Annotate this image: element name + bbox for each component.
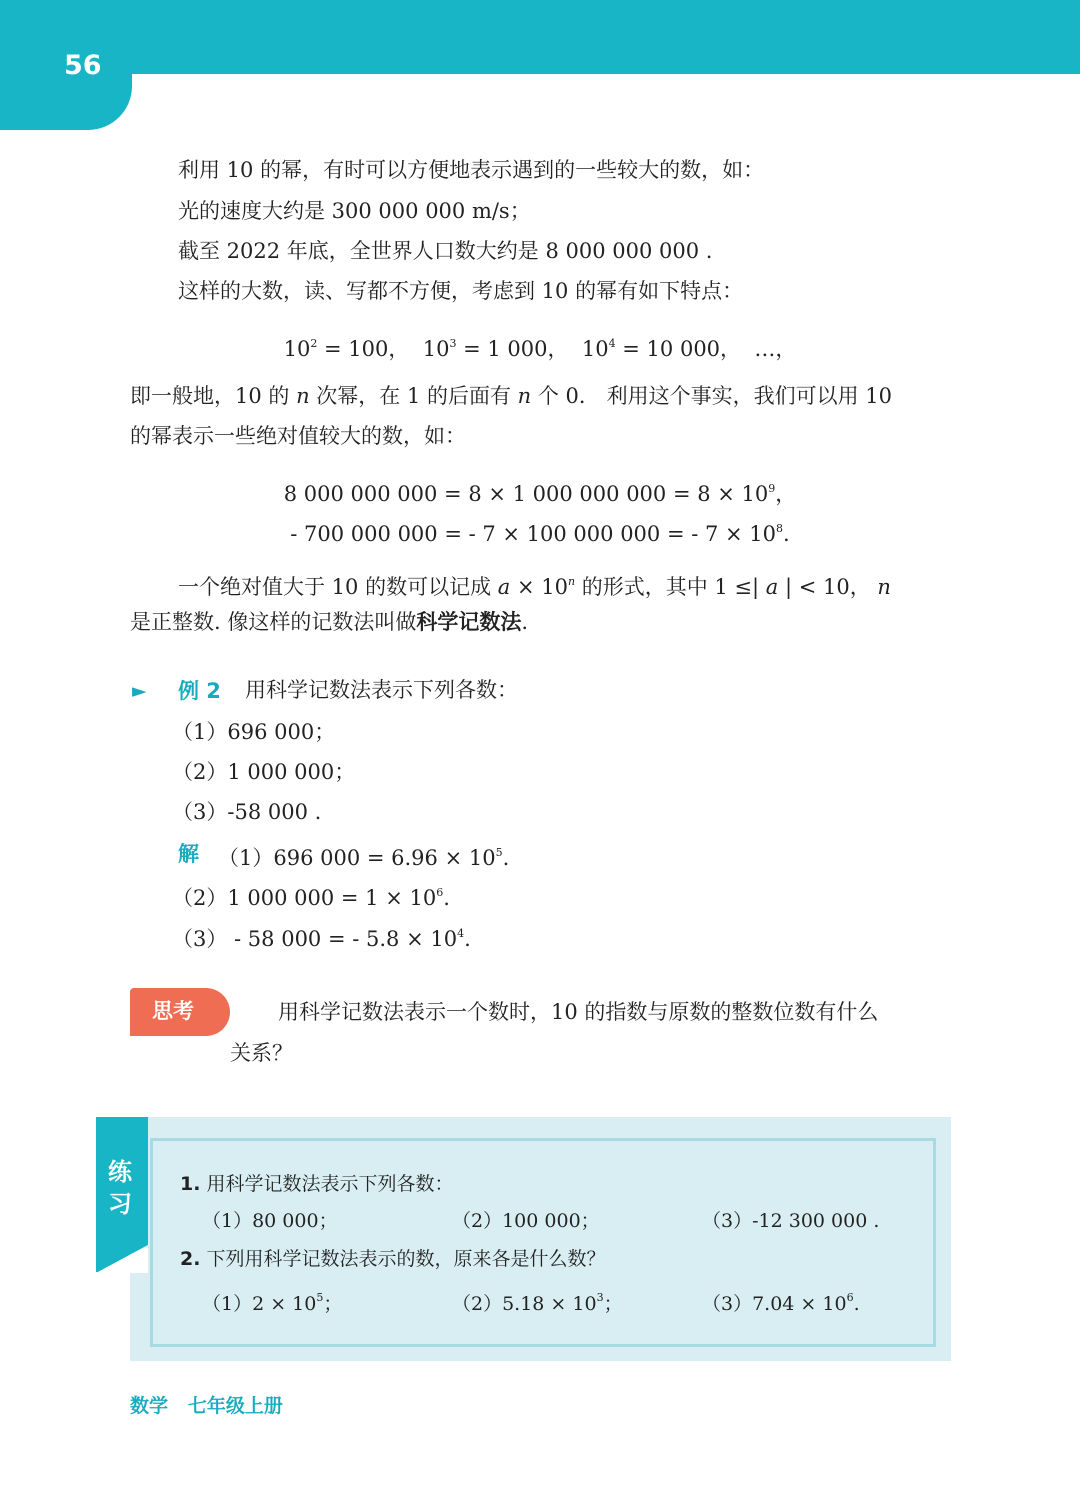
solution-1: （1）696 $000 = 6.96 \times 10^5$. — [218, 846, 510, 870]
solution-label: 解 — [178, 842, 199, 866]
exercise-q2-item-1: $(1)2 \times 10^5$； — [202, 1291, 343, 1315]
powers-of-ten-equation: $10^2 = 100$， $10^3 = 1$ 000， $10^4 = 10$ 000， …， — [283, 337, 797, 361]
general-statement-line-1: 即一般地，10 的 n 次幂，在 1 的后面有 n 个 0． 利用这个事实，我们可以用 10 — [130, 384, 892, 408]
intro-line-3: 截至 2022 年底，全世界人口数大约是 8 000 000 000 . — [178, 239, 713, 263]
think-question-line-2: 关系？ — [230, 1041, 293, 1065]
example-item-1: （1）696 000； — [172, 720, 336, 744]
example-arrow-icon: ► — [132, 680, 147, 702]
footer-book-title: 数学 七年级上册 — [130, 1395, 283, 1417]
exercise-question-1: 1. 用科学记数法表示下列各数： — [180, 1173, 454, 1195]
exercise-q1-item-2: （2）100 000； — [452, 1210, 600, 1232]
general-statement-line-2: 的幂表示一些绝对值较大的数，如： — [130, 424, 466, 448]
equation-8-billion: 8 000 000 000 = 8 × 1 000 000 $000 = 8 \times 10^9$， — [283, 482, 797, 506]
intro-line-2: 光的速度大约是 300 000 000 m/s； — [178, 199, 531, 223]
term-scientific-notation: 科学记数法 — [416, 610, 522, 634]
think-question-line-1: 用科学记数法表示一个数时，10 的指数与原数的整数位数有什么 — [278, 1000, 879, 1024]
intro-line-1: 利用 10 的幂，有时可以方便地表示遇到的一些较大的数，如： — [178, 158, 765, 182]
exercise-question-2: 2. 下列用科学记数法表示的数，原来各是什么数？ — [180, 1248, 606, 1270]
exercise-q2-item-2: $(2)5.18 \times 10^3$； — [452, 1291, 623, 1315]
page-number: 56 — [64, 50, 102, 81]
solution-3: （3） - 58 000 = - $5.8 \times 10^4$. — [172, 927, 471, 951]
equation-negative-700-million: - 700 000 000 = - 7 × 100 000 000 = - $7 \times 10^8$. — [290, 522, 790, 546]
exercise-q1-item-3: （3）-12 300 000 . — [702, 1210, 880, 1232]
intro-line-4: 这样的大数，读、写都不方便，考虑到 10 的幂有如下特点： — [178, 279, 744, 303]
exercise-q2-item-3: $(3)7.04 \times 10^6$. — [702, 1291, 860, 1315]
think-badge: 思考 — [130, 988, 230, 1036]
definition-line-2: 是正整数. 像这样的记数法叫做科学记数法. — [130, 610, 529, 634]
example-item-2: （2）1 000 000； — [172, 760, 356, 784]
example-label: 例 2 — [178, 679, 221, 703]
exercise-q1-item-1: （1）80 000； — [202, 1210, 338, 1232]
example-prompt: 用科学记数法表示下列各数： — [245, 678, 518, 702]
header-bar — [0, 0, 1080, 74]
exercise-flag-char-2: 习 — [108, 1190, 132, 1218]
solution-2: （2）1 000 $000 = 1 \times 10^6$. — [172, 886, 450, 910]
definition-line-1: 一个绝对值大于 10 的数可以记成 $a \times 10^n$ 的形式，其中 1 ≤| a | < 10， n — [178, 575, 891, 599]
exercise-flag-char-1: 练 — [108, 1158, 132, 1186]
example-item-3: （3）-58 000 . — [172, 800, 322, 824]
